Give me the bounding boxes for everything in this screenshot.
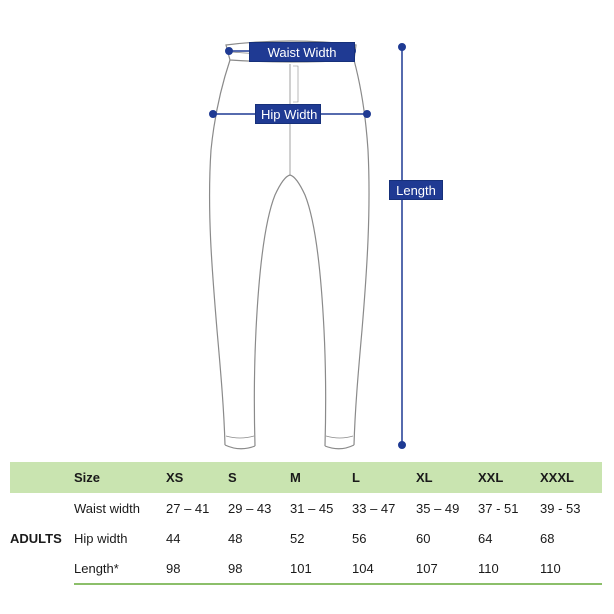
table-row-hip bbox=[10, 523, 602, 553]
size-chart-table bbox=[10, 462, 602, 585]
table-cell: 60 bbox=[416, 530, 431, 546]
table-row-waist bbox=[10, 493, 602, 523]
table-cell: 31 – 45 bbox=[290, 500, 334, 516]
table-cell: 104 bbox=[352, 553, 416, 584]
table-cell: 98 bbox=[166, 553, 228, 584]
header-cell-s: S bbox=[228, 462, 290, 493]
header-cell-m: M bbox=[290, 462, 352, 493]
waist-width-label: Waist Width bbox=[249, 42, 355, 62]
row-label: Hip width bbox=[74, 530, 128, 546]
table-cell: 33 – 47 bbox=[352, 500, 396, 516]
hip-width-label: Hip Width bbox=[255, 104, 321, 124]
header-cell-xxl: XXL bbox=[478, 462, 540, 493]
row-label: Waist width bbox=[74, 500, 140, 516]
table-cell: 107 bbox=[416, 553, 478, 584]
header-spacer bbox=[10, 462, 74, 493]
table-cell: 110 bbox=[478, 553, 540, 584]
group-label: ADULTS bbox=[10, 531, 62, 546]
header-cell-xxxl: XXXL bbox=[540, 462, 602, 493]
table-cell: 98 bbox=[228, 553, 290, 584]
leggings-outline bbox=[210, 41, 369, 449]
table-cell: 68 bbox=[540, 530, 555, 546]
header-cell-size: Size bbox=[74, 462, 166, 493]
table-cell: 56 bbox=[352, 530, 367, 546]
table-cell: 110 bbox=[540, 553, 602, 584]
table-cell: 39 - 53 bbox=[540, 500, 581, 516]
table-cell: 101 bbox=[290, 553, 352, 584]
table-cell: 29 – 43 bbox=[228, 500, 272, 516]
length-label: Length bbox=[389, 180, 443, 200]
row-label: Length* bbox=[74, 553, 166, 584]
table-cell: 44 bbox=[166, 530, 181, 546]
table-header-row bbox=[10, 462, 602, 493]
table-cell: 35 – 49 bbox=[416, 500, 460, 516]
table-cell: 37 - 51 bbox=[478, 500, 519, 516]
table-cell: 64 bbox=[478, 530, 493, 546]
length-marker bbox=[399, 44, 406, 449]
header-cell-xl: XL bbox=[416, 462, 478, 493]
header-cell-l: L bbox=[352, 462, 416, 493]
table-row-length bbox=[10, 553, 602, 584]
table-cell: 52 bbox=[290, 530, 305, 546]
table-cell: 48 bbox=[228, 530, 243, 546]
header-cell-xs: XS bbox=[166, 462, 228, 493]
table-cell: 27 – 41 bbox=[166, 500, 210, 516]
